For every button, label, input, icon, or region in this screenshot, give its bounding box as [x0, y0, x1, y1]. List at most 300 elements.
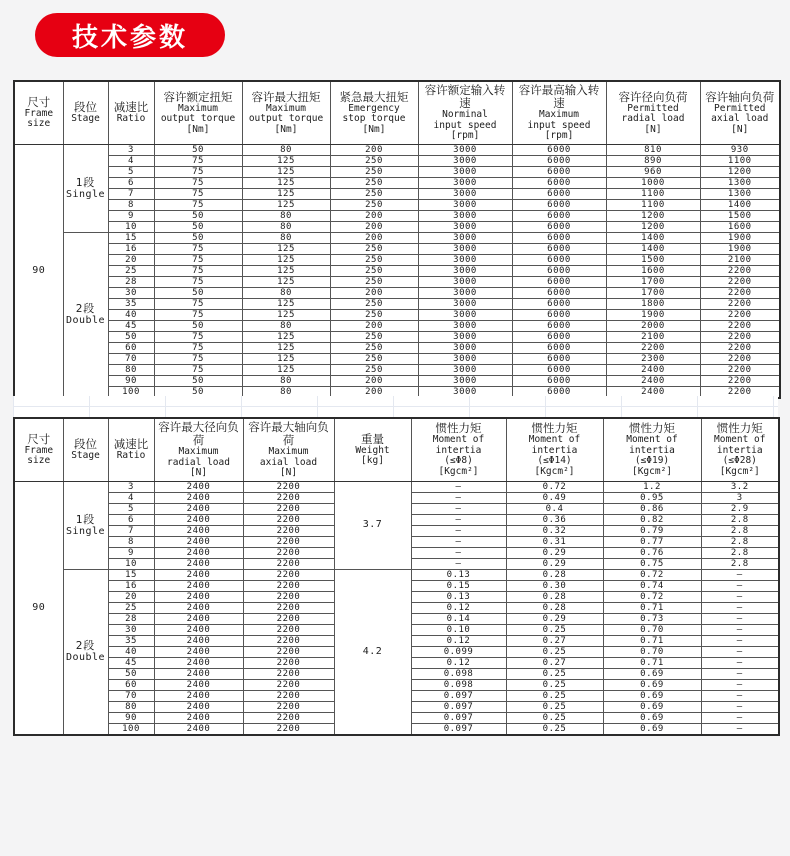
value-cell: 1600 [606, 265, 700, 276]
value-cell: 250 [330, 353, 418, 364]
value-cell: 2000 [606, 320, 700, 331]
value-cell: 250 [330, 188, 418, 199]
table-row [14, 569, 779, 580]
table-row [14, 166, 780, 177]
value-cell: 0.30 [506, 580, 603, 591]
column-header-en: size [27, 118, 51, 130]
column-header-en: [rpm] [450, 130, 480, 141]
value-cell: 75 [154, 364, 242, 375]
value-cell: 0.29 [506, 613, 603, 624]
value-cell: 0.12 [411, 657, 506, 668]
value-cell: 250 [330, 155, 418, 166]
value-cell: 0.25 [506, 624, 603, 635]
value-cell: 2200 [700, 353, 780, 364]
value-cell: 6000 [512, 320, 606, 331]
ratio-cell: 50 [108, 331, 154, 342]
column-header-zh: 尺寸 [27, 94, 51, 109]
column-header-zh: 惯性力矩 [716, 421, 763, 436]
value-cell: 250 [330, 331, 418, 342]
column-header-en: stop torque [342, 113, 406, 124]
column-header-en: output torque [160, 113, 236, 124]
table-row [14, 276, 780, 287]
value-cell: – [701, 624, 779, 635]
value-cell: 125 [242, 331, 330, 342]
value-cell: 6000 [512, 166, 606, 177]
column-header-en: Moment of intertia [432, 434, 485, 456]
value-cell: 0.27 [506, 657, 603, 668]
value-cell: 3000 [418, 199, 512, 210]
value-cell: 0.69 [603, 712, 701, 723]
column-header [154, 81, 242, 144]
value-cell: 3000 [418, 232, 512, 243]
value-cell: 3000 [418, 155, 512, 166]
value-cell: 3000 [418, 276, 512, 287]
value-cell: 1800 [606, 298, 700, 309]
value-cell: 2400 [154, 668, 243, 679]
stage-label-en: Double [65, 315, 106, 326]
value-cell: 3000 [418, 342, 512, 353]
column-header-en: Weight [355, 444, 390, 456]
value-cell: 6000 [512, 342, 606, 353]
value-cell: 200 [330, 144, 418, 155]
ratio-cell: 6 [108, 514, 154, 525]
column-header-en: Frame [24, 444, 54, 456]
ratio-cell: 10 [108, 221, 154, 232]
value-cell: 2200 [243, 514, 334, 525]
value-cell: 50 [154, 375, 242, 386]
column-header-zh: 容许最大轴向负荷 [248, 420, 329, 447]
value-cell: 2200 [243, 723, 334, 735]
value-cell: 2.8 [701, 536, 779, 547]
ratio-cell: 9 [108, 210, 154, 221]
value-cell: 6000 [512, 353, 606, 364]
ratio-cell: 4 [108, 492, 154, 503]
value-cell: 0.32 [506, 525, 603, 536]
value-cell: 0.72 [603, 569, 701, 580]
value-cell: 250 [330, 298, 418, 309]
value-cell: 0.71 [603, 657, 701, 668]
ratio-cell: 6 [108, 177, 154, 188]
stage-label-en: Single [65, 188, 106, 200]
value-cell: 1600 [700, 221, 780, 232]
value-cell: 0.31 [506, 536, 603, 547]
stage-label-zh: 1段 [75, 175, 96, 189]
value-cell: 2200 [243, 569, 334, 580]
table-row [14, 254, 780, 265]
value-cell: 2300 [606, 353, 700, 364]
value-cell: – [701, 701, 779, 712]
value-cell: – [701, 613, 779, 624]
value-cell: 2400 [154, 624, 243, 635]
column-header-en: (≤Φ14) [537, 455, 572, 467]
ratio-cell: 28 [108, 276, 154, 287]
ratio-cell: 35 [108, 635, 154, 646]
value-cell: 3000 [418, 386, 512, 398]
value-cell: 75 [154, 166, 242, 177]
value-cell: – [411, 503, 506, 514]
value-cell: 0.70 [603, 646, 701, 657]
value-cell: 75 [154, 353, 242, 364]
value-cell: 0.79 [603, 525, 701, 536]
value-cell: – [411, 558, 506, 569]
value-cell: 1300 [700, 188, 780, 199]
column-header-zh: 惯性力矩 [531, 421, 578, 436]
table-row [14, 353, 780, 364]
value-cell: 3000 [418, 210, 512, 221]
column-header-en: (≤Φ28) [722, 455, 757, 467]
ratio-cell: 100 [108, 723, 154, 735]
column-header-en: Permitted [627, 102, 679, 114]
value-cell: 0.098 [411, 668, 506, 679]
column-header-en: Stage [71, 113, 100, 124]
column-header-en: [Kgcm²] [534, 465, 575, 477]
value-cell: 6000 [512, 298, 606, 309]
ratio-cell: 28 [108, 613, 154, 624]
column-header-zh: 容许额定输入转速 [424, 83, 506, 110]
value-cell: 2400 [154, 613, 243, 624]
value-cell: 125 [242, 353, 330, 364]
value-cell: 0.098 [411, 679, 506, 690]
value-cell: 6000 [512, 254, 606, 265]
column-header-en: input speed [433, 119, 497, 131]
value-cell: 125 [242, 276, 330, 287]
column-header-en: Ratio [116, 113, 146, 124]
value-cell: – [411, 536, 506, 547]
column-header-en: (≤Φ8) [444, 455, 473, 467]
value-cell: 2400 [154, 602, 243, 613]
value-cell: – [411, 514, 506, 525]
value-cell: 6000 [512, 276, 606, 287]
value-cell: – [701, 712, 779, 723]
value-cell: – [701, 569, 779, 580]
value-cell: 80 [242, 320, 330, 331]
ratio-cell: 70 [108, 353, 154, 364]
value-cell: 250 [330, 254, 418, 265]
value-cell: – [701, 580, 779, 591]
value-cell: 200 [330, 386, 418, 398]
value-cell: 2200 [243, 503, 334, 514]
value-cell: 250 [330, 177, 418, 188]
ratio-cell: 5 [108, 166, 154, 177]
value-cell: 50 [154, 232, 242, 243]
value-cell: 3000 [418, 309, 512, 320]
value-cell: 6000 [512, 199, 606, 210]
column-header [14, 81, 63, 144]
value-cell: 75 [154, 199, 242, 210]
ratio-cell: 8 [108, 536, 154, 547]
column-header-en: Maximum [178, 446, 219, 457]
value-cell: 890 [606, 155, 700, 166]
column-header-en: [N] [189, 467, 208, 478]
value-cell: 1100 [700, 155, 780, 166]
column-header [700, 81, 780, 144]
value-cell: 2400 [154, 569, 243, 580]
value-cell: 2200 [243, 679, 334, 690]
table-row [14, 265, 780, 276]
value-cell: 75 [154, 243, 242, 254]
value-cell: 2200 [243, 646, 334, 657]
value-cell: 0.69 [603, 679, 701, 690]
value-cell: 2200 [700, 386, 780, 398]
column-header-en: [kg] [361, 455, 384, 467]
value-cell: – [411, 547, 506, 558]
title-banner [35, 13, 225, 57]
ratio-cell: 80 [108, 364, 154, 375]
value-cell: 3000 [418, 287, 512, 298]
value-cell: – [701, 646, 779, 657]
value-cell: 2400 [154, 481, 243, 492]
value-cell: 0.28 [506, 569, 603, 580]
table-row [14, 481, 779, 492]
column-header [603, 418, 701, 481]
value-cell: 0.28 [506, 602, 603, 613]
value-cell: 3000 [418, 320, 512, 331]
column-header-en: (≤Φ19) [634, 455, 670, 467]
value-cell: 0.86 [603, 503, 701, 514]
value-cell: 3000 [418, 375, 512, 386]
value-cell: 3000 [418, 177, 512, 188]
value-cell: 75 [154, 254, 242, 265]
value-cell: 2400 [154, 503, 243, 514]
value-cell: 1500 [700, 210, 780, 221]
value-cell: 1200 [606, 210, 700, 221]
value-cell: 6000 [512, 364, 606, 375]
value-cell: 0.12 [411, 635, 506, 646]
stage-cell [63, 144, 108, 232]
value-cell: 810 [606, 144, 700, 155]
value-cell: 0.71 [603, 635, 701, 646]
value-cell: 0.29 [506, 558, 603, 569]
value-cell: 250 [330, 364, 418, 375]
value-cell: 0.72 [506, 481, 603, 492]
column-header [14, 418, 63, 481]
value-cell: 0.69 [603, 701, 701, 712]
value-cell: 0.12 [411, 602, 506, 613]
value-cell: 50 [154, 144, 242, 155]
value-cell: 2400 [606, 386, 700, 398]
value-cell: 2200 [700, 331, 780, 342]
ratio-cell: 45 [108, 320, 154, 331]
value-cell: 1200 [606, 221, 700, 232]
value-cell: 2200 [243, 701, 334, 712]
ratio-cell: 60 [108, 342, 154, 353]
value-cell: 1700 [606, 276, 700, 287]
value-cell: 125 [242, 254, 330, 265]
ratio-cell: 8 [108, 199, 154, 210]
value-cell: 2200 [243, 547, 334, 558]
column-header-en: Permitted [714, 102, 766, 114]
value-cell: 250 [330, 342, 418, 353]
value-cell: 1500 [606, 254, 700, 265]
value-cell: 0.69 [603, 723, 701, 735]
value-cell: 2200 [243, 525, 334, 536]
value-cell: 75 [154, 265, 242, 276]
table-row [14, 232, 780, 243]
value-cell: 2200 [700, 265, 780, 276]
column-header [63, 418, 108, 481]
column-header-en: [N] [279, 467, 298, 478]
value-cell: 125 [242, 342, 330, 353]
ratio-cell: 30 [108, 624, 154, 635]
value-cell: 2400 [154, 558, 243, 569]
value-cell: 125 [242, 199, 330, 210]
value-cell: – [701, 679, 779, 690]
column-header-zh: 容许轴向负荷 [705, 89, 775, 104]
value-cell: 2200 [243, 668, 334, 679]
value-cell: 80 [242, 232, 330, 243]
ratio-cell: 3 [108, 144, 154, 155]
value-cell: 2200 [243, 712, 334, 723]
column-header-en: Emergency [348, 102, 400, 114]
ratio-cell: 60 [108, 679, 154, 690]
value-cell: 0.13 [411, 591, 506, 602]
ratio-cell: 40 [108, 309, 154, 320]
value-cell: 930 [700, 144, 780, 155]
header-row [14, 81, 780, 144]
column-header-en: Maximum [268, 446, 309, 457]
column-header [512, 81, 606, 144]
column-header-en: [rpm] [544, 130, 574, 141]
value-cell: 75 [154, 342, 242, 353]
column-header-en: Ratio [116, 450, 146, 461]
value-cell: 1100 [606, 199, 700, 210]
table-row [14, 287, 780, 298]
column-header-en: [Nm] [186, 123, 210, 135]
value-cell: 250 [330, 276, 418, 287]
value-cell: 2.8 [701, 547, 779, 558]
ratio-cell: 30 [108, 287, 154, 298]
value-cell: 1400 [700, 199, 780, 210]
value-cell: 1400 [606, 232, 700, 243]
ratio-cell: 25 [108, 265, 154, 276]
value-cell: 6000 [512, 155, 606, 166]
ratio-cell: 7 [108, 525, 154, 536]
value-cell: 50 [154, 386, 242, 398]
value-cell: 0.71 [603, 602, 701, 613]
ratio-cell: 5 [108, 503, 154, 514]
table-row [14, 342, 780, 353]
value-cell: 2400 [154, 657, 243, 668]
value-cell: 125 [242, 243, 330, 254]
table-row [14, 144, 780, 155]
value-cell: 1000 [606, 177, 700, 188]
value-cell: 2200 [243, 624, 334, 635]
value-cell: 6000 [512, 287, 606, 298]
value-cell: 2200 [700, 375, 780, 386]
ratio-cell: 40 [108, 646, 154, 657]
ratio-cell: 20 [108, 591, 154, 602]
value-cell: 2200 [606, 342, 700, 353]
value-cell: 0.77 [603, 536, 701, 547]
table-row [14, 320, 780, 331]
value-cell: – [701, 591, 779, 602]
value-cell: 1900 [606, 309, 700, 320]
value-cell: 0.25 [506, 646, 603, 657]
column-header [154, 418, 243, 481]
value-cell: 6000 [512, 177, 606, 188]
value-cell: 6000 [512, 309, 606, 320]
ratio-cell: 3 [108, 481, 154, 492]
column-header-en: output torque [248, 113, 324, 124]
table-row [14, 364, 780, 375]
column-header-en: [Nm] [274, 123, 298, 135]
value-cell: 2200 [243, 613, 334, 624]
column-header [334, 418, 411, 481]
value-cell: 0.25 [506, 701, 603, 712]
table-row [14, 155, 780, 166]
value-cell: 75 [154, 298, 242, 309]
value-cell: 0.69 [603, 690, 701, 701]
value-cell: 0.13 [411, 569, 506, 580]
table-row [14, 210, 780, 221]
column-header-en: Moment of intertia [528, 434, 581, 456]
value-cell: 2400 [154, 679, 243, 690]
column-header-en: [N] [731, 123, 749, 135]
value-cell: 6000 [512, 331, 606, 342]
value-cell: 0.097 [411, 712, 506, 723]
stage-label-zh: 1段 [75, 512, 96, 526]
value-cell: 2400 [606, 375, 700, 386]
ratio-cell: 45 [108, 657, 154, 668]
column-header-en: Moment of intertia [626, 434, 678, 456]
column-header [108, 81, 154, 144]
value-cell: 3000 [418, 265, 512, 276]
value-cell: 2100 [606, 331, 700, 342]
column-header-en: [Kgcm²] [631, 465, 673, 477]
ratio-cell: 90 [108, 375, 154, 386]
column-header-en: size [27, 455, 51, 467]
value-cell: 2200 [243, 657, 334, 668]
value-cell: 250 [330, 166, 418, 177]
value-cell: 0.70 [603, 624, 701, 635]
column-header [701, 418, 779, 481]
value-cell: 2400 [154, 591, 243, 602]
value-cell: 75 [154, 155, 242, 166]
value-cell: 6000 [512, 210, 606, 221]
value-cell: 6000 [512, 188, 606, 199]
value-cell: 250 [330, 265, 418, 276]
value-cell: 125 [242, 166, 330, 177]
value-cell: 3 [701, 492, 779, 503]
value-cell: 75 [154, 309, 242, 320]
ratio-cell: 10 [108, 558, 154, 569]
column-header-en: radial load [167, 456, 230, 468]
stage-cell [63, 481, 108, 569]
value-cell: 50 [154, 287, 242, 298]
value-cell: 1100 [606, 188, 700, 199]
value-cell: 2200 [700, 342, 780, 353]
value-cell: 6000 [512, 221, 606, 232]
value-cell: 6000 [512, 243, 606, 254]
value-cell: 3000 [418, 166, 512, 177]
value-cell: 2400 [606, 364, 700, 375]
column-header-zh: 尺寸 [27, 431, 51, 446]
value-cell: 50 [154, 320, 242, 331]
column-header [506, 418, 603, 481]
column-header-en: radial load [621, 113, 685, 124]
column-header-zh: 容许额定扭矩 [163, 89, 233, 104]
value-cell: 2200 [700, 298, 780, 309]
value-cell: 3000 [418, 188, 512, 199]
column-header [243, 418, 334, 481]
value-cell: – [701, 602, 779, 613]
column-header [411, 418, 506, 481]
value-cell: 1300 [700, 177, 780, 188]
value-cell: 125 [242, 155, 330, 166]
value-cell: 0.74 [603, 580, 701, 591]
value-cell: 1200 [700, 166, 780, 177]
value-cell: 3000 [418, 254, 512, 265]
